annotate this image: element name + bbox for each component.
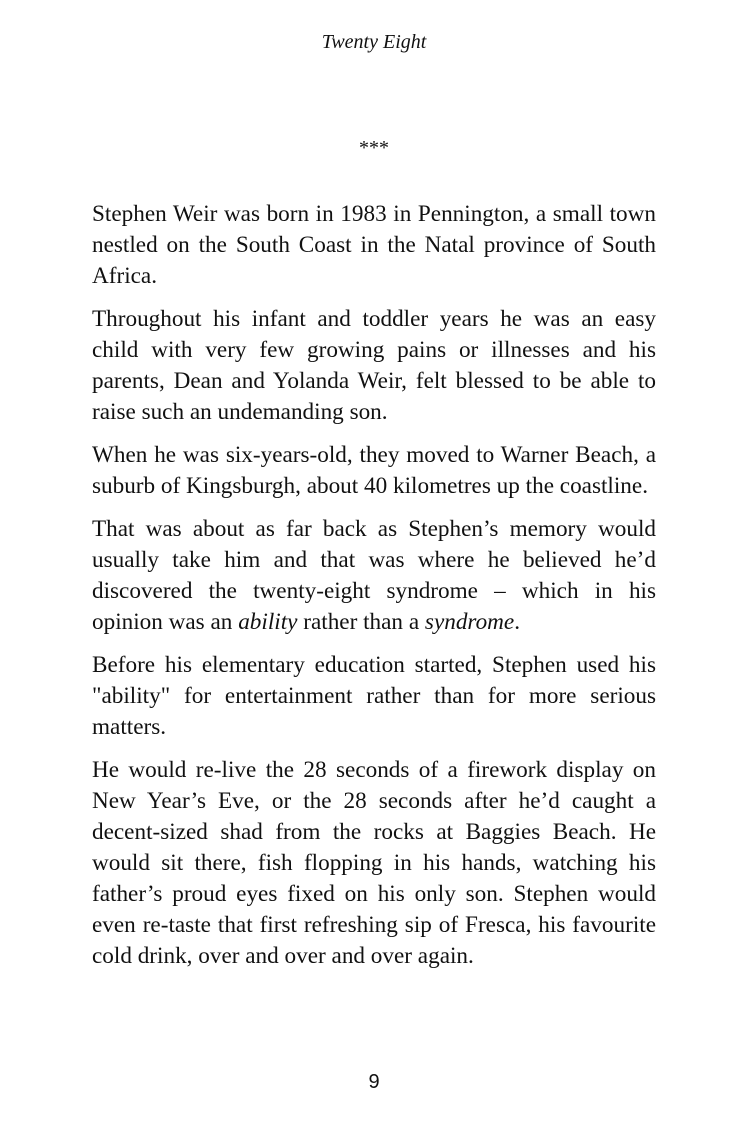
- body-text: [92, 199, 656, 984]
- paragraph-1: Stephen Weir was born in 1983 in Pennington, a small town nestled on the South Coast in the Natal province of South Africa.: [92, 201, 656, 289]
- paragraph-4-text-1: That was about as far back as Stephen’s memory would usually take him and that was where he believed he’d discovered the twenty-eight syndrome – which in his opinion was an: [92, 516, 656, 635]
- paragraph-5: Before his elementary education started, Stephen used his "ability" for entertainment rather than for more serious matters.: [92, 652, 656, 740]
- scene-break: ***: [359, 137, 389, 159]
- paragraph-6: He would re-live the 28 seconds of a firework display on New Year’s Eve, or the 28 seconds after he’d caught a decent-sized shad from the rocks at Baggies Beach. He would sit there, fish flopping in his hands, watching his father’s proud eyes fixed on his only son. Stephen would even re-taste that first refreshing sip of Fresca, his favourite cold drink, over and over and over again.: [92, 757, 656, 969]
- paragraph-2: Throughout his infant and toddler years he was an easy child with very few growing pains or illnesses and his parents, Dean and Yolanda Weir, felt blessed to be able to raise such an undemanding son.: [92, 306, 656, 425]
- paragraph-4-emphasis-ability: ability: [238, 609, 298, 635]
- paragraph-4-text-2: rather than a: [297, 609, 425, 635]
- page-number: 9: [368, 1071, 380, 1093]
- paragraph-3: When he was six-years-old, they moved to Warner Beach, a suburb of Kingsburgh, about 40 kilometres up the coastline.: [92, 442, 656, 499]
- paragraph-4-text-3: .: [514, 609, 521, 635]
- paragraph-4: [92, 514, 656, 638]
- running-header: Twenty Eight: [321, 31, 427, 53]
- paragraph-4-emphasis-syndrome: syndrome: [424, 609, 515, 635]
